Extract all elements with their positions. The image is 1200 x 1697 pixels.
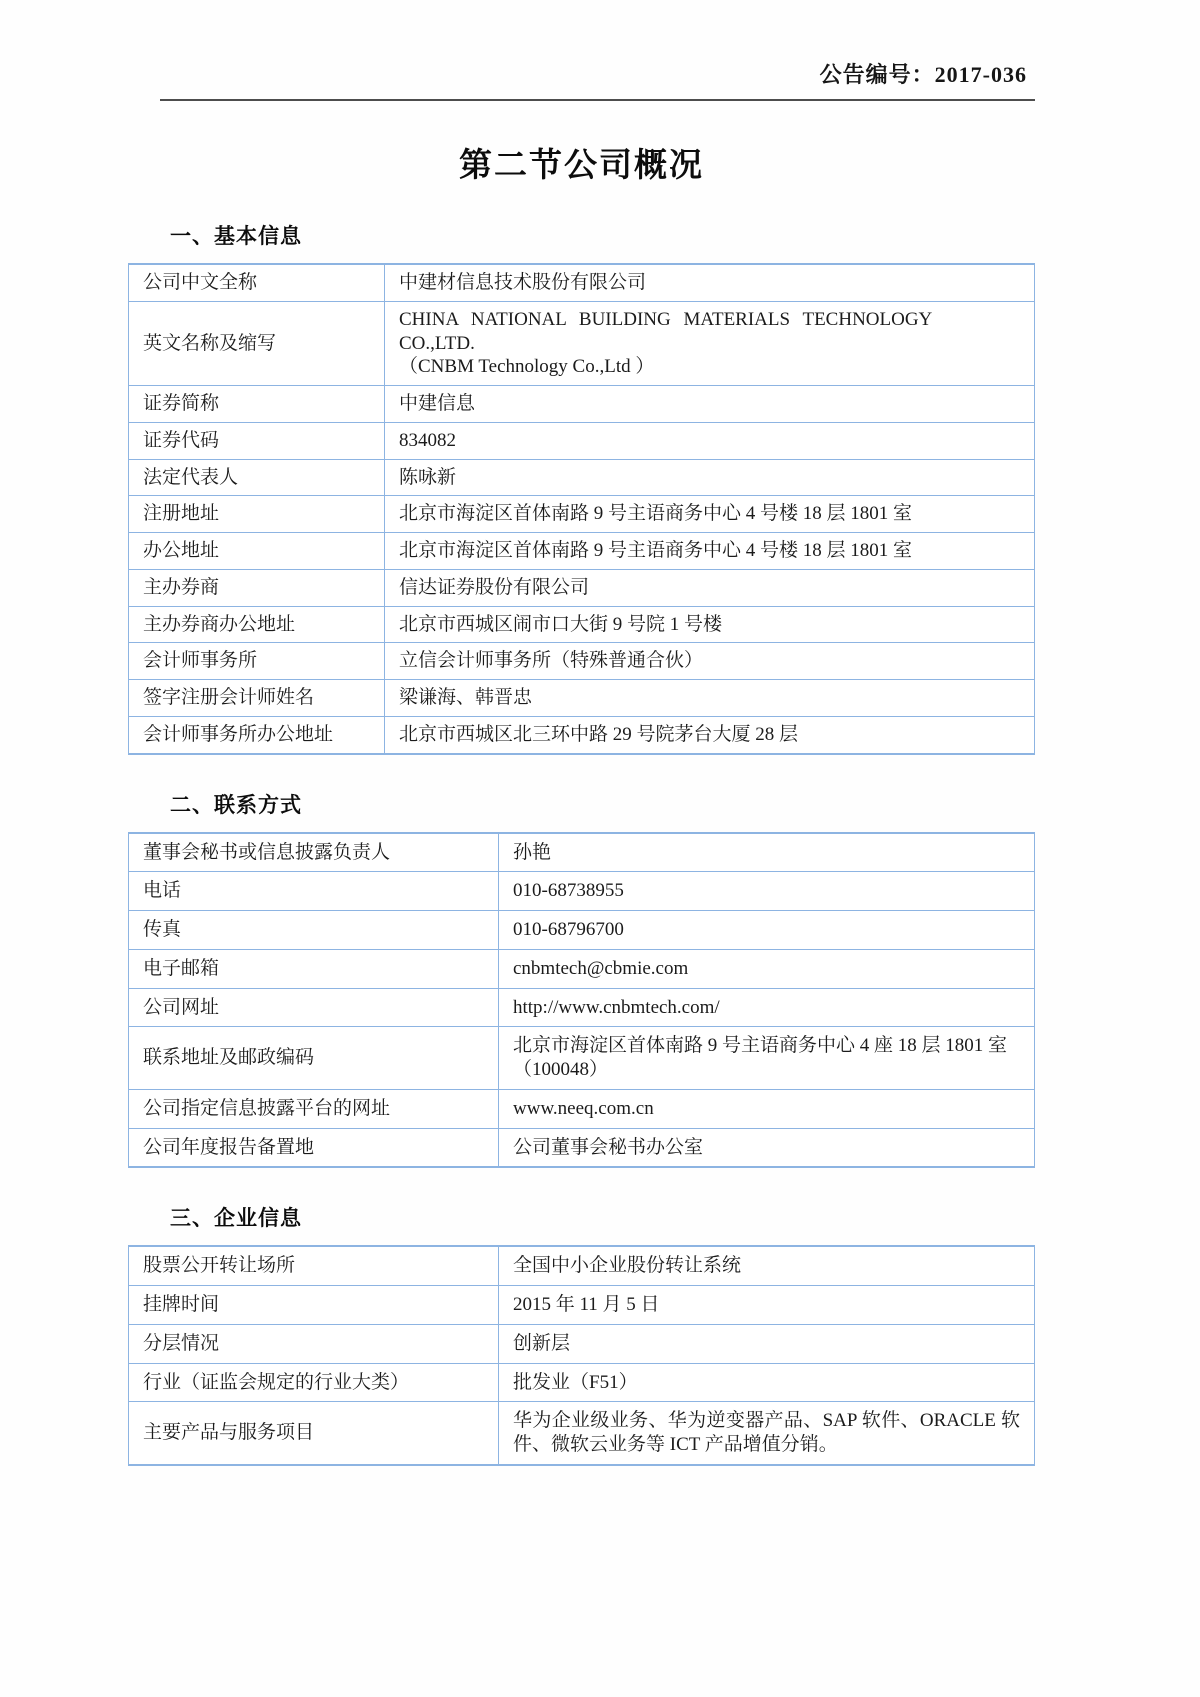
section-heading-contact-info: 二、联系方式 bbox=[170, 793, 302, 817]
row-label: 挂牌时间 bbox=[129, 1286, 499, 1325]
row-value: 中建信息 bbox=[385, 386, 1035, 423]
section-heading-basic-info: 一、基本信息 bbox=[170, 225, 302, 248]
table-row bbox=[129, 569, 1035, 606]
table-row bbox=[129, 680, 1035, 717]
row-value: www.neeq.com.cn bbox=[499, 1089, 1035, 1128]
table-row bbox=[129, 459, 1035, 496]
row-value: 北京市海淀区首体南路 9 号主语商务中心 4 号楼 18 层 1801 室 bbox=[385, 533, 1035, 570]
row-value: 北京市海淀区首体南路 9 号主语商务中心 4 号楼 18 层 1801 室 bbox=[385, 496, 1035, 533]
row-value: 立信会计师事务所（特殊普通合伙） bbox=[385, 643, 1035, 680]
table-row bbox=[129, 264, 1035, 301]
table-row bbox=[129, 301, 1035, 385]
row-label: 公司网址 bbox=[129, 988, 499, 1027]
row-label: 公司指定信息披露平台的网址 bbox=[129, 1089, 499, 1128]
row-label: 主办券商 bbox=[129, 569, 385, 606]
table-row bbox=[129, 1286, 1035, 1325]
row-value: 全国中小企业股份转让系统 bbox=[499, 1246, 1035, 1285]
value-line: CHINA NATIONAL BUILDING MATERIALS TECHNOLOGY CO.,LTD. bbox=[399, 308, 932, 354]
row-label: 会计师事务所 bbox=[129, 643, 385, 680]
row-value: 834082 bbox=[385, 422, 1035, 459]
section-heading-company-info: 三、企业信息 bbox=[170, 1207, 302, 1231]
row-value: 北京市西城区闹市口大街 9 号院 1 号楼 bbox=[385, 606, 1035, 643]
row-label: 联系地址及邮政编码 bbox=[129, 1027, 499, 1090]
row-value: 批发业（F51） bbox=[499, 1363, 1035, 1402]
row-label: 注册地址 bbox=[129, 496, 385, 533]
header-rule bbox=[160, 99, 1035, 101]
row-value: 2015 年 11 月 5 日 bbox=[499, 1286, 1035, 1325]
row-value: 华为企业级业务、华为逆变器产品、SAP 软件、ORACLE 软件、微软云业务等 ICT 产品增值分销。 bbox=[499, 1402, 1035, 1465]
row-label: 办公地址 bbox=[129, 533, 385, 570]
row-label: 公司中文全称 bbox=[129, 264, 385, 301]
row-value: 创新层 bbox=[499, 1324, 1035, 1363]
row-value: 010-68796700 bbox=[499, 911, 1035, 950]
table-row bbox=[129, 1027, 1035, 1090]
row-value: 信达证券股份有限公司 bbox=[385, 569, 1035, 606]
row-label: 公司年度报告备置地 bbox=[129, 1128, 499, 1167]
table-row bbox=[129, 911, 1035, 950]
row-value bbox=[499, 1027, 1035, 1090]
row-value: 中建材信息技术股份有限公司 bbox=[385, 264, 1035, 301]
table-row bbox=[129, 643, 1035, 680]
table-row bbox=[129, 1128, 1035, 1167]
notice-number: 公告编号：2017-036 bbox=[819, 62, 1027, 87]
row-label: 电子邮箱 bbox=[129, 949, 499, 988]
table-row bbox=[129, 1363, 1035, 1402]
table-row bbox=[129, 1402, 1035, 1465]
table-row bbox=[129, 716, 1035, 753]
row-value: 公司董事会秘书办公室 bbox=[499, 1128, 1035, 1167]
row-label: 主办券商办公地址 bbox=[129, 606, 385, 643]
row-value: 梁谦海、韩晋忠 bbox=[385, 680, 1035, 717]
table-row bbox=[129, 422, 1035, 459]
row-label: 董事会秘书或信息披露负责人 bbox=[129, 833, 499, 872]
row-label: 证券简称 bbox=[129, 386, 385, 423]
table-row bbox=[129, 386, 1035, 423]
row-label: 传真 bbox=[129, 911, 499, 950]
row-value: 北京市西城区北三环中路 29 号院茅台大厦 28 层 bbox=[385, 716, 1035, 753]
table-row bbox=[129, 988, 1035, 1027]
row-label: 分层情况 bbox=[129, 1324, 499, 1363]
row-label: 会计师事务所办公地址 bbox=[129, 716, 385, 753]
row-label: 股票公开转让场所 bbox=[129, 1246, 499, 1285]
row-label: 行业（证监会规定的行业大类） bbox=[129, 1363, 499, 1402]
table-row bbox=[129, 1246, 1035, 1285]
basic-info-table bbox=[128, 263, 1035, 755]
table-row bbox=[129, 833, 1035, 872]
row-value bbox=[385, 301, 1035, 385]
row-value: 010-68738955 bbox=[499, 872, 1035, 911]
table-row bbox=[129, 533, 1035, 570]
row-value: cnbmtech@cbmie.com bbox=[499, 949, 1035, 988]
row-value: http://www.cnbmtech.com/ bbox=[499, 988, 1035, 1027]
table-row bbox=[129, 949, 1035, 988]
row-value: 陈咏新 bbox=[385, 459, 1035, 496]
table-row bbox=[129, 1089, 1035, 1128]
value-line: （100048） bbox=[513, 1059, 609, 1080]
value-line: 北京市海淀区首体南路 9 号主语商务中心 4 座 18 层 1801 室 bbox=[513, 1035, 1008, 1057]
row-label: 英文名称及缩写 bbox=[129, 301, 385, 385]
table-row bbox=[129, 496, 1035, 533]
row-label: 法定代表人 bbox=[129, 459, 385, 496]
row-value: 孙艳 bbox=[499, 833, 1035, 872]
page-title: 第二节公司概况 bbox=[459, 146, 704, 183]
value-line: （CNBM Technology Co.,Ltd ） bbox=[399, 356, 655, 378]
row-label: 主要产品与服务项目 bbox=[129, 1402, 499, 1465]
table-row bbox=[129, 606, 1035, 643]
row-label: 签字注册会计师姓名 bbox=[129, 680, 385, 717]
page-content bbox=[128, 0, 1035, 1466]
row-label: 证券代码 bbox=[129, 422, 385, 459]
table-row bbox=[129, 1324, 1035, 1363]
contact-info-table bbox=[128, 832, 1035, 1169]
company-info-table bbox=[128, 1245, 1035, 1466]
table-row bbox=[129, 872, 1035, 911]
row-label: 电话 bbox=[129, 872, 499, 911]
